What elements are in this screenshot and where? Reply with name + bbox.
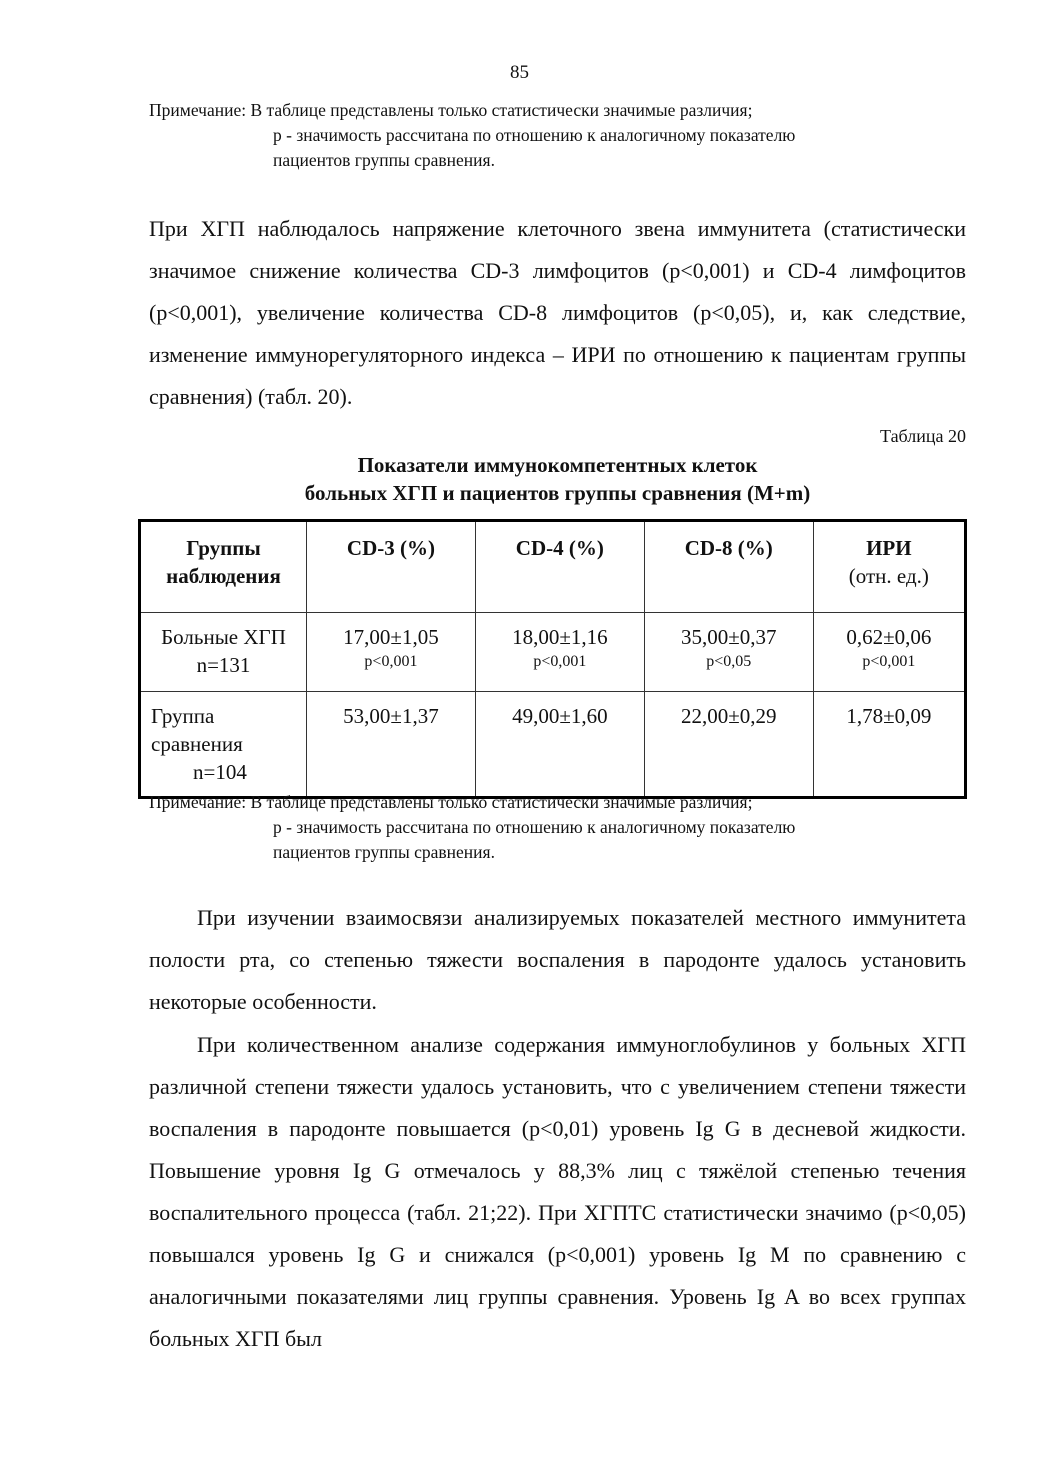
- note-bottom: [149, 790, 969, 865]
- cell-cd8: [644, 692, 813, 798]
- paragraph-immunoglobulins: При количественном анализе содержания иммуноглобулинов у больных ХГП различной степени тяжести удалось установить, что с увеличением степени тяжести воспаления в пародонте повышается (p<0,01) уровень Ig G в десневой жидкости. Повышение уровня Ig G отмечалось у 88,3% лиц с тяжёлой степенью течения воспалительного процесса (табл. 21;22). При ХГПТС статистически значимо (p<0,05) повышался уровень Ig G и снижался (p<0,001) уровень Ig M по сравнению с аналогичными показателями лиц группы сравнения. Уровень Ig A во всех группах больных ХГП был: [149, 1032, 966, 1351]
- header-cd4: CD-4 (%): [475, 521, 644, 613]
- cell-cd4: [475, 692, 644, 798]
- header-cd3: CD-3 (%): [307, 521, 476, 613]
- paragraph-cell-immunity: При ХГП наблюдалось напряжение клеточного звена иммунитета (статистически значимое снижение количества CD-3 лимфоцитов (p<0,001) и CD-4 лимфоцитов (p<0,001), увеличение количества CD-8 лимфоцитов (p<0,05), и, как следствие, изменение иммунорегуляторного индекса – ИРИ по отношению к пациентам группы сравнения) (табл. 20).: [149, 216, 966, 409]
- cell-p-value: p<0,001: [533, 653, 587, 670]
- cell-value: 53,00±1,37: [343, 704, 439, 728]
- header-groups-line1: Группы: [186, 536, 261, 560]
- header-groups-line2: наблюдения: [166, 564, 281, 588]
- cell-value: 49,00±1,60: [512, 704, 608, 728]
- table-row: [140, 692, 966, 798]
- group-count: n=131: [196, 653, 251, 677]
- cell-p-value: p<0,001: [862, 653, 916, 670]
- note-line: р - значимость рассчитана по отношению к аналогичному показателю: [273, 125, 796, 145]
- cell-iri: [813, 692, 965, 798]
- cell-p-value: p<0,001: [364, 653, 418, 670]
- immune-cells-table: [138, 519, 967, 799]
- group-label: Больные ХГП: [161, 625, 286, 649]
- note-line: пациентов группы сравнения.: [273, 842, 495, 862]
- cell-value: 22,00±0,29: [680, 704, 777, 728]
- cell-value: 1,78±0,09: [846, 704, 932, 728]
- row-group: [140, 692, 307, 798]
- table-title-line: Показатели иммунокомпетентных клеток: [357, 453, 758, 477]
- cell-cd3: [307, 613, 476, 692]
- paragraph-local-immunity: При изучении взаимосвязи анализируемых показателей местного иммунитета полости рта, со степенью тяжести воспаления в пародонте удалось установить некоторые особенности.: [149, 905, 966, 1014]
- page-number: 85: [510, 62, 529, 83]
- cell-cd3: [307, 692, 476, 798]
- note-top: [149, 98, 969, 173]
- cell-value: 0,62±0,06: [846, 625, 932, 649]
- note-line: пациентов группы сравнения.: [273, 150, 495, 170]
- cell-p-value: p<0,05: [706, 653, 752, 670]
- cell-value: 18,00±1,16: [512, 625, 608, 649]
- cell-cd4: [475, 613, 644, 692]
- cell-iri: [813, 613, 965, 692]
- row-group: [140, 613, 307, 692]
- header-iri-label: ИРИ: [866, 536, 912, 560]
- group-label: Группа: [151, 704, 215, 728]
- table-title: [149, 451, 966, 507]
- table-row: [140, 613, 966, 692]
- header-groups: [140, 521, 307, 613]
- cell-value: 35,00±0,37: [680, 625, 777, 649]
- group-label: сравнения: [151, 732, 243, 756]
- note-line: р - значимость рассчитана по отношению к аналогичному показателю: [273, 817, 796, 837]
- note-line: Примечание: В таблице представлены только статистически значимые различия;: [149, 792, 753, 812]
- header-iri: [813, 521, 965, 613]
- note-line: Примечание: В таблице представлены только статистически значимые различия;: [149, 100, 753, 120]
- header-cd8: CD-8 (%): [644, 521, 813, 613]
- cell-value: 17,00±1,05: [343, 625, 439, 649]
- header-iri-unit: (отн. ед.): [848, 564, 929, 588]
- group-count: n=104: [193, 760, 247, 784]
- table-header-row: [140, 521, 966, 613]
- table-title-line: больных ХГП и пациентов группы сравнения (M+m): [304, 481, 811, 505]
- table-label: Таблица 20: [880, 426, 966, 446]
- cell-cd8: [644, 613, 813, 692]
